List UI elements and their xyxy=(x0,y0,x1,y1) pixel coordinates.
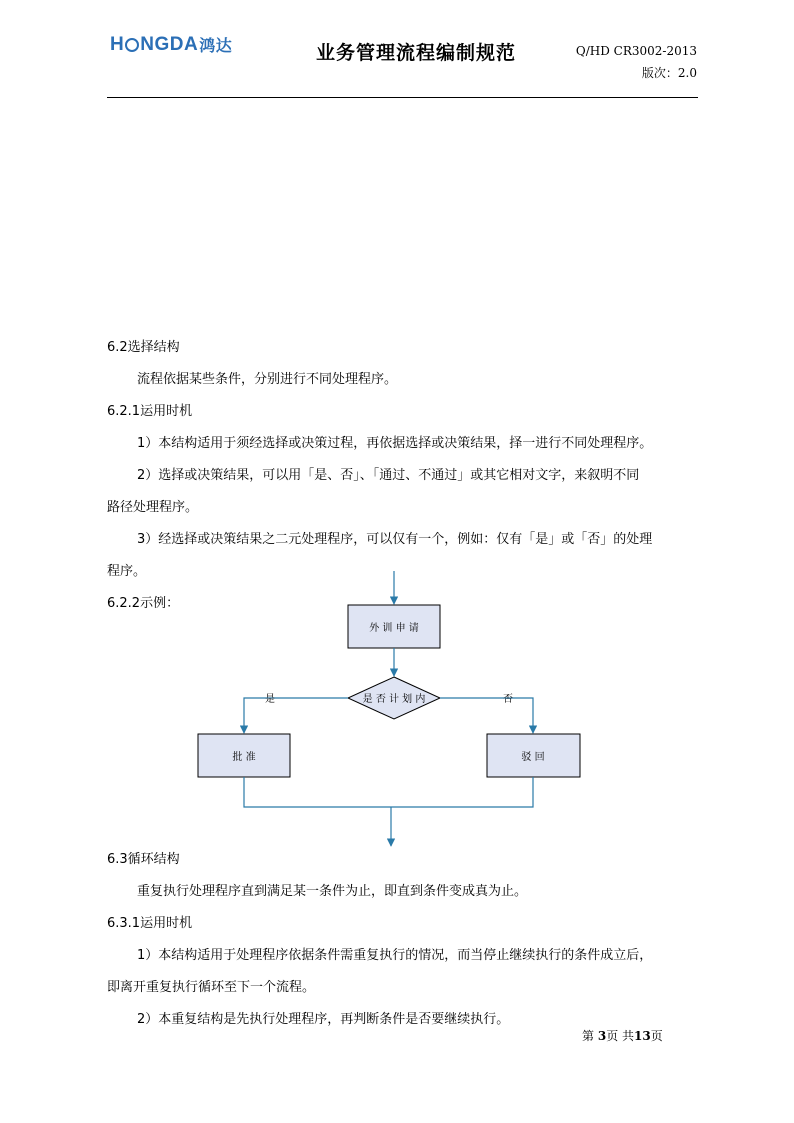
flow-box-reject-label: 驳 回 xyxy=(521,752,545,763)
logo-text-post: NGDA xyxy=(140,33,199,55)
logo-text-cn: 鸿达 xyxy=(199,38,233,55)
section-6-3-1-item-1a: 1）本结构适用于处理程序依据条件需重复执行的情况，而当停止继续执行的条件成立后， xyxy=(137,948,653,963)
section-6-2-heading: 6.2选择结构 xyxy=(107,340,180,355)
section-6-3-1-heading: 6.3.1运用时机 xyxy=(107,916,193,931)
document-version: 版次：2.0 xyxy=(641,66,697,80)
page-mid: 页 共 xyxy=(606,1029,635,1043)
flow-decision-label: 是 否 计 划 内 xyxy=(362,694,426,705)
flow-no-label: 否 xyxy=(503,694,513,705)
logo-text-pre: H xyxy=(110,33,125,55)
section-6-2-1-item-2b: 路径处理程序。 xyxy=(107,500,199,515)
section-6-3-desc: 重复执行处理程序直到满足某一条件为止，即直到条件变成真为止。 xyxy=(137,884,528,899)
flow-yes-label: 是 xyxy=(265,694,275,705)
page-total: 13 xyxy=(634,1029,651,1043)
flow-box-apply-label: 外 训 申 请 xyxy=(369,623,419,634)
document-title: 业务管理流程编制规范 xyxy=(316,42,517,64)
page-suffix: 页 xyxy=(650,1029,663,1043)
flow-box-approve-label: 批 准 xyxy=(232,752,256,763)
section-6-2-1-heading: 6.2.1运用时机 xyxy=(107,404,193,419)
section-6-3-1-item-2: 2）本重复结构是先执行处理程序，再判断条件是否要继续执行。 xyxy=(137,1012,510,1027)
page-current: 3 xyxy=(597,1029,607,1043)
document-code: Q/HD CR3002-2013 xyxy=(575,44,697,58)
flow-arrow-no xyxy=(440,698,533,733)
page-prefix: 第 xyxy=(582,1029,595,1043)
section-6-2-1-item-1: 1）本结构适用于须经选择或决策过程，再依据选择或决策结果，择一进行不同处理程序。 xyxy=(137,436,653,451)
section-6-2-2-heading: 6.2.2示例： xyxy=(107,596,180,611)
section-6-2-1-item-3b: 程序。 xyxy=(107,564,147,579)
section-6-3-heading: 6.3循环结构 xyxy=(107,852,180,867)
section-6-2-desc: 流程依据某些条件，分别进行不同处理程序。 xyxy=(137,372,398,387)
section-6-3-1-item-1b: 即离开重复执行循环至下一个流程。 xyxy=(107,980,316,995)
flow-arrow-yes xyxy=(244,698,348,733)
section-6-2-1-item-3a: 3）经选择或决策结果之二元处理程序，可以仅有一个，例如：仅有「是」或「否」的处理 xyxy=(137,532,653,547)
flow-merge-line xyxy=(244,777,533,807)
section-6-2-1-item-2a: 2）选择或决策结果，可以用「是、否」、「通过、不通过」或其它相对文字，来叙明不同 xyxy=(137,468,640,483)
page-number xyxy=(582,1027,663,1044)
